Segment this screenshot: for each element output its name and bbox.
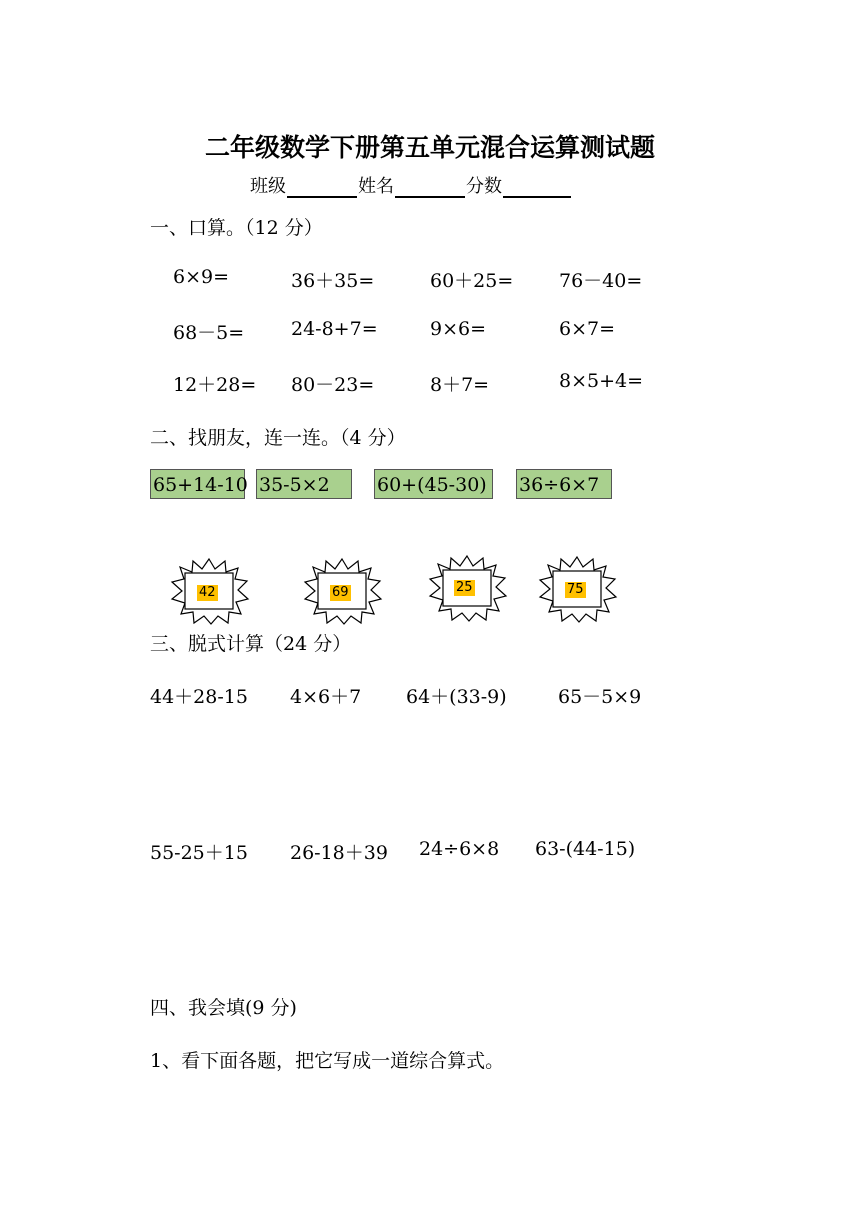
- sun-answer-42[interactable]: [168, 557, 250, 625]
- sun-number: 42: [199, 585, 216, 600]
- class-blank[interactable]: [287, 178, 357, 198]
- name-blank[interactable]: [395, 178, 465, 198]
- section1-heading: 一、口算。（12 分）: [150, 217, 323, 239]
- sun-answer-75[interactable]: [536, 555, 618, 623]
- step-problem: 44＋28-15: [150, 686, 248, 708]
- section4-item1: 1、看下面各题，把它写成一道综合算式。: [150, 1050, 505, 1072]
- section2-heading: 二、找朋友，连一连。（4 分）: [150, 427, 406, 449]
- sun-number: 69: [332, 585, 349, 600]
- class-label: 班级: [250, 176, 286, 197]
- step-problem: 4×6＋7: [290, 686, 362, 708]
- step-problem: 64＋(33-9): [406, 686, 507, 708]
- score-blank[interactable]: [503, 178, 571, 198]
- section4-heading: 四、我会填(9 分): [150, 997, 297, 1019]
- section3-heading: 三、脱式计算（24 分）: [150, 633, 352, 655]
- step-problem: 26-18＋39: [290, 842, 388, 864]
- oral-problem: 9×6=: [430, 318, 487, 340]
- oral-problem: 8×5+4=: [559, 370, 644, 392]
- oral-problem: 6×9=: [173, 266, 230, 288]
- step-problem: 55-25＋15: [150, 842, 248, 864]
- oral-problem: 8＋7=: [430, 374, 490, 396]
- step-problem: 24÷6×8: [419, 838, 500, 860]
- sun-number: 75: [567, 582, 584, 597]
- oral-problem: 68－5=: [173, 322, 245, 344]
- expression-box[interactable]: 35-5×2: [256, 469, 352, 499]
- oral-problem: 36＋35=: [291, 270, 375, 292]
- oral-problem: 76－40=: [559, 270, 643, 292]
- oral-problem: 12＋28=: [173, 374, 257, 396]
- expression-box[interactable]: 36÷6×7: [516, 469, 612, 499]
- oral-problem: 80－23=: [291, 374, 375, 396]
- score-label: 分数: [466, 176, 502, 197]
- step-problem: 63-(44-15): [535, 838, 636, 860]
- student-info-line: [250, 172, 572, 198]
- oral-problem: 6×7=: [559, 318, 616, 340]
- sun-answer-69[interactable]: [301, 557, 383, 625]
- page-title: 二年级数学下册第五单元混合运算测试题: [204, 133, 655, 162]
- expression-box[interactable]: 65+14-10: [150, 469, 245, 499]
- sun-answer-25[interactable]: [426, 554, 508, 622]
- name-label: 姓名: [358, 176, 394, 197]
- expression-box[interactable]: 60+(45-30): [374, 469, 493, 499]
- oral-problem: 60＋25=: [430, 270, 514, 292]
- sun-number: 25: [456, 580, 473, 595]
- oral-problem: 24-8+7=: [291, 318, 378, 340]
- step-problem: 65－5×9: [558, 686, 642, 708]
